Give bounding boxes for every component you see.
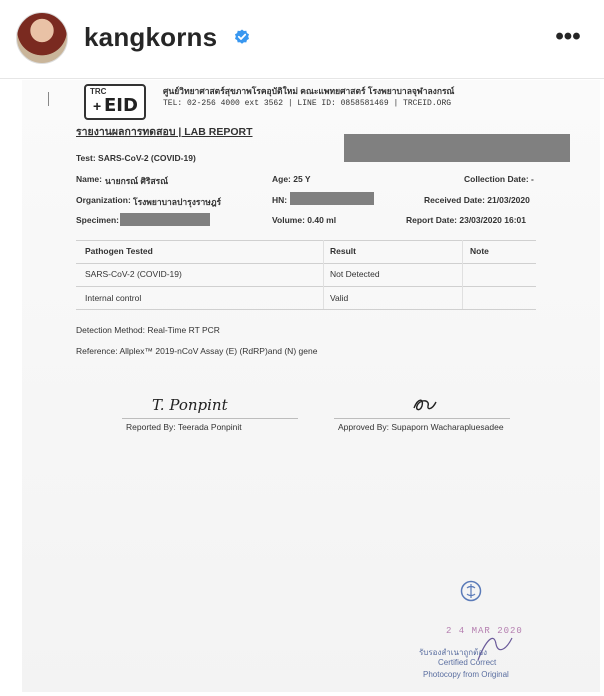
logo-plus-icon: + (93, 98, 102, 114)
specimen-label: Specimen: (76, 215, 119, 225)
table-row-pathogen: SARS-CoV-2 (COVID-19) (85, 269, 182, 279)
stamp-line-certified: Certified Correct (438, 658, 497, 667)
stamp-line-thai: รับรองสำเนาถูกต้อง (419, 648, 488, 657)
received-date: Received Date: 21/03/2020 (424, 195, 530, 205)
reported-by: Reported By: Teerada Ponpinit (126, 422, 242, 432)
approver-signature-icon (410, 394, 440, 416)
hospital-seal-icon (460, 580, 482, 602)
table-header-note: Note (470, 246, 489, 256)
header-divider (0, 78, 604, 79)
table-header-pathogen: Pathogen Tested (85, 246, 153, 256)
table-column-rule (462, 240, 463, 309)
avatar[interactable] (16, 12, 68, 64)
redaction-block (120, 213, 210, 226)
approver-signature-line (334, 418, 510, 419)
detection-method: Detection Method: Real-Time RT PCR (76, 325, 220, 335)
table-rule (76, 263, 536, 264)
paper-edge-mark (48, 92, 49, 106)
logo-top-text: TRC (90, 87, 107, 96)
contact-line: TEL: 02-256 4000 ext 3562 | LINE ID: 0858581469 | TRCEID.ORG (163, 99, 452, 108)
reporter-signature: T. Ponpint (152, 396, 228, 414)
lab-report-photo (22, 80, 600, 692)
table-rule (76, 286, 536, 287)
age: Age: 25 Y (272, 174, 311, 184)
redaction-block (344, 134, 570, 162)
table-row-result: Valid (330, 293, 349, 303)
table-rule (76, 240, 536, 241)
approved-by: Approved By: Supaporn Wacharapluesadee (338, 422, 504, 432)
collection-date: Collection Date: - (464, 174, 534, 184)
table-column-rule (323, 240, 324, 309)
volume: Volume: 0.40 ml (272, 215, 337, 225)
table-row-result: Not Detected (330, 269, 380, 279)
redaction-block (290, 192, 374, 205)
report-title: รายงานผลการทดสอบ | LAB REPORT (76, 126, 253, 138)
organization-value: โรงพยาบาลปารุงราษฎร์ (133, 197, 222, 207)
table-row-pathogen: Internal control (85, 293, 142, 303)
verified-badge-icon (234, 29, 250, 45)
hn-label: HN: (272, 195, 288, 205)
table-rule (76, 309, 536, 310)
name-value: นายกรณ์ ศิริสรณ์ (105, 176, 169, 186)
logo-main-text: EID (104, 95, 138, 116)
reference: Reference: Allplex™ 2019-nCoV Assay (E) (RdRP)and (N) gene (76, 346, 318, 356)
stamp-date: 2 4 MAR 2020 (446, 626, 523, 636)
username-link[interactable]: kangkorns (84, 22, 218, 52)
name-label: Name: (76, 174, 102, 184)
reporter-signature-line (122, 418, 298, 419)
stamp-line-photocopy: Photocopy from Original (423, 670, 509, 679)
table-header-result: Result (330, 246, 356, 256)
post-header (0, 0, 604, 78)
institution-name: ศูนย์วิทยาศาสตร์สุขภาพโรคอุบัติใหม่ คณะแพทยศาสตร์ โรงพยาบาลจุฬาลงกรณ์ (163, 86, 455, 96)
test-name: Test: SARS-CoV-2 (COVID-19) (76, 153, 196, 163)
organization-label: Organization: (76, 195, 131, 205)
trc-eid-logo (84, 84, 146, 120)
more-options-button[interactable]: ••• (555, 23, 581, 50)
report-date: Report Date: 23/03/2020 16:01 (406, 215, 527, 225)
